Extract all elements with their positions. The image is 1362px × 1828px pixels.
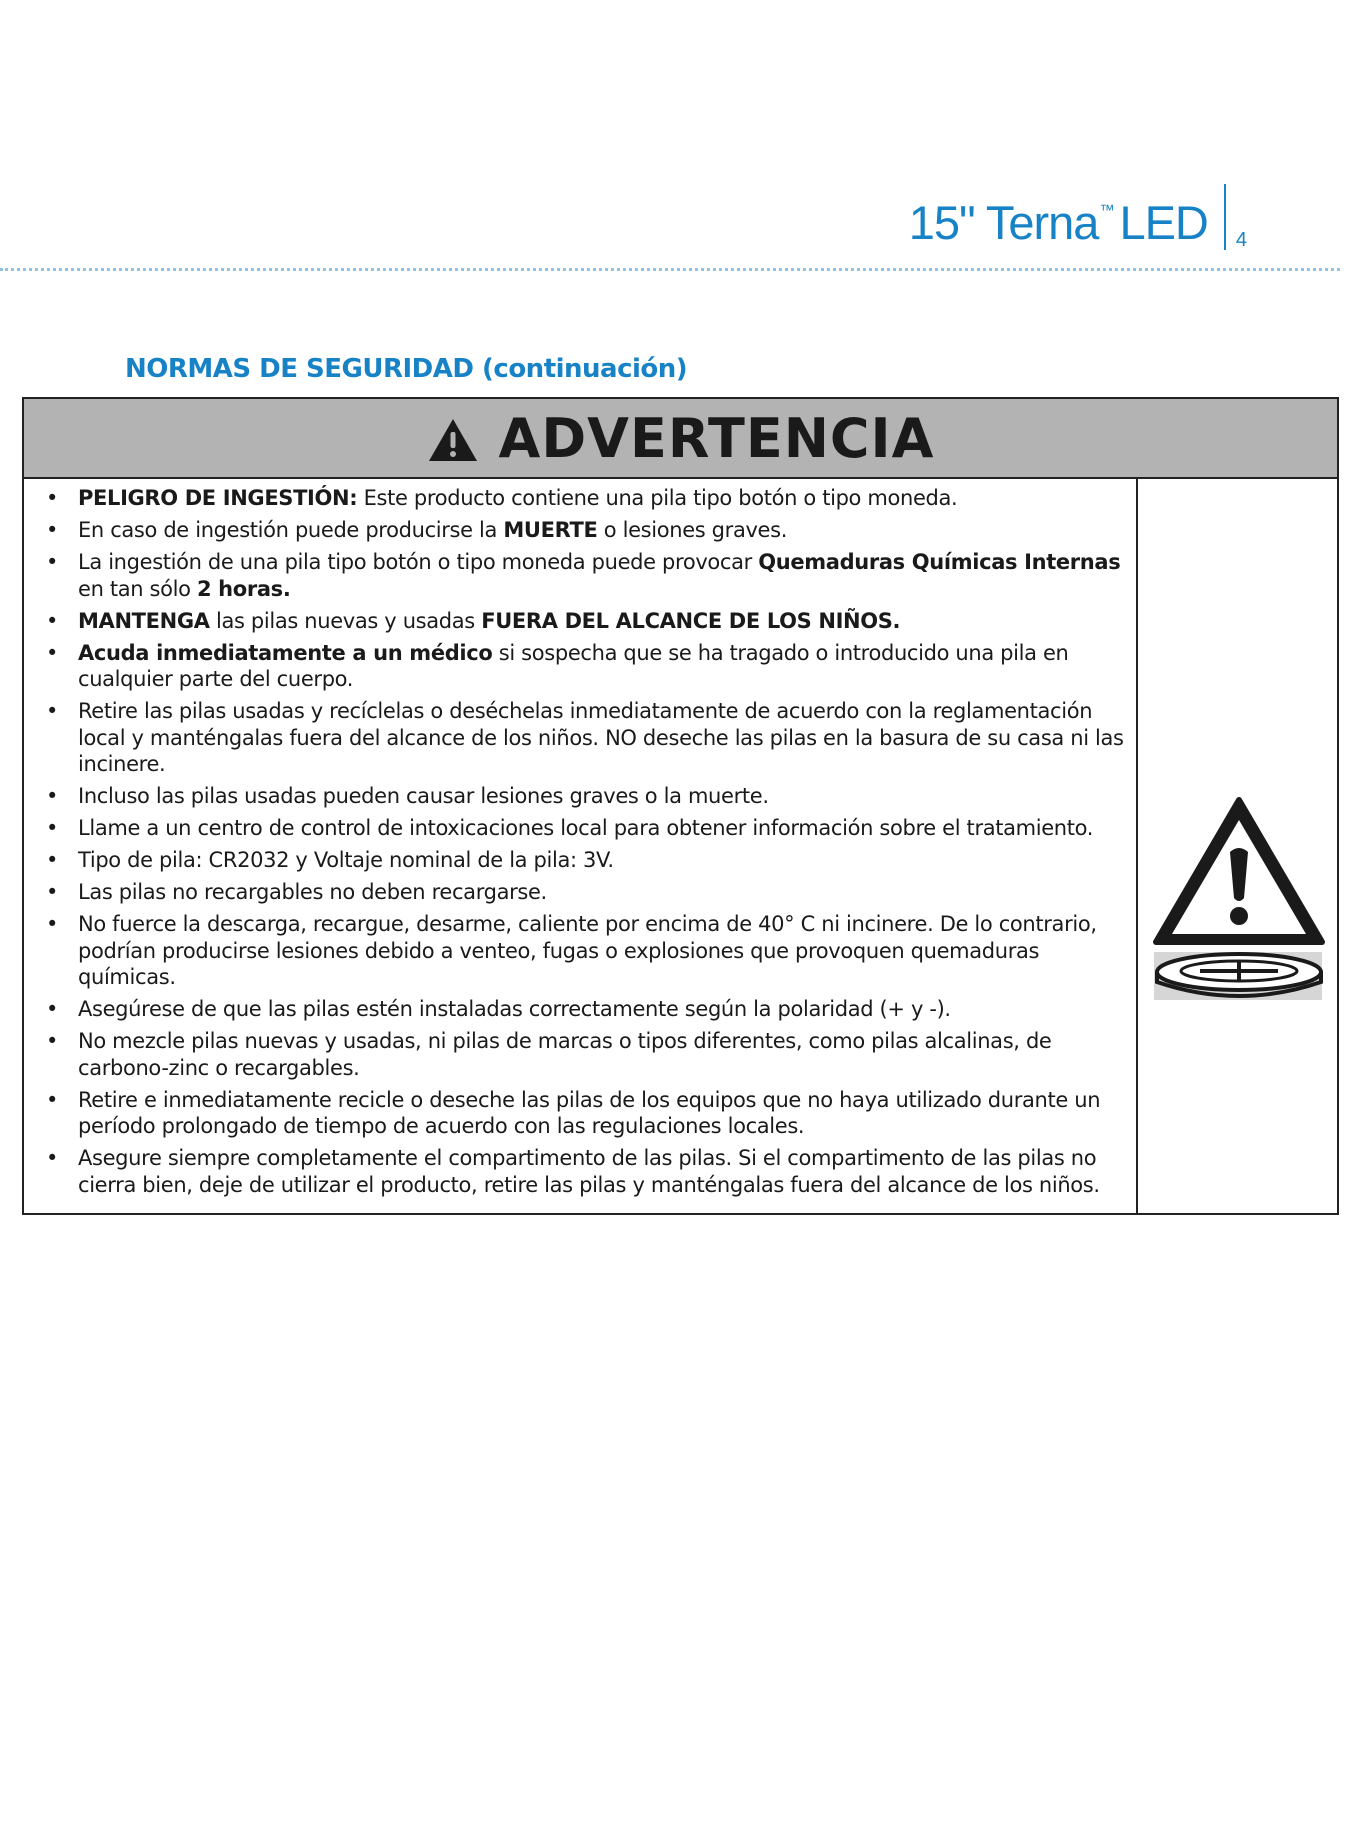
warning-item: [42, 815, 1128, 842]
warning-item: [42, 485, 1128, 512]
bullet-marker: •: [45, 699, 59, 723]
warning-item: [42, 783, 1128, 810]
bullet-marker: •: [45, 848, 59, 872]
warning-item-bold-lead: PELIGRO DE INGESTIÓN:: [78, 486, 358, 510]
warning-item: [42, 640, 1128, 693]
warning-item-tail-bold: 2 horas.: [196, 576, 291, 601]
trademark-symbol: ™: [1099, 202, 1114, 219]
warning-item: [42, 1028, 1128, 1081]
warning-item-bold-lead: MANTENGA: [78, 608, 210, 633]
warning-item-text: No mezcle pilas nuevas y usadas, ni pilas de marcas o tipos diferentes, como pilas alcalinas, de carbono-zinc o recargables.: [78, 1029, 1052, 1080]
warning-image-column: [1138, 479, 1337, 1213]
warning-item-text: Tipo de pila: CR2032 y Voltaje nominal de la pila: 3V.: [78, 848, 614, 872]
warning-item: [42, 549, 1128, 602]
bullet-marker: •: [45, 486, 59, 510]
warning-item-text: Retire e inmediatamente recicle o deseche las pilas de los equipos que no haya utilizado durante un período prolongado de tiempo de acuerdo con las regulaciones locales.: [78, 1087, 1101, 1138]
warning-item-bold-lead: Acuda inmediatamente a un médico: [78, 640, 493, 665]
warning-item-text: Retire las pilas usadas y recíclelas o deséchelas inmediatamente de acuerdo con la reglamentación local y manténgalas fuera del alcance de los niños. NO deseche las pilas en la basura de su casa ni las incinere.: [78, 699, 1124, 776]
warning-item: [42, 911, 1128, 991]
warning-item-text: si sospecha que se ha tragado o introducido una pila en cualquier parte del cuerpo.: [78, 640, 1069, 691]
warning-item: [42, 996, 1128, 1023]
warning-item: [42, 517, 1128, 544]
bullet-marker: •: [45, 608, 59, 633]
warning-list: [42, 485, 1128, 1198]
warning-item-text: Este producto contiene una pila tipo botón o tipo moneda.: [357, 486, 958, 510]
bullet-marker: •: [45, 912, 59, 936]
warning-item-text: Incluso las pilas usadas pueden causar lesiones graves o la muerte.: [78, 784, 769, 808]
warning-item-text: La ingestión de una pila tipo botón o tipo moneda puede provocar: [78, 550, 759, 574]
warning-item-text: las pilas nuevas y usadas: [209, 608, 482, 633]
warning-banner: [24, 399, 1337, 479]
bullet-marker: •: [45, 640, 59, 665]
warning-item-mid-bold: MUERTE: [503, 518, 598, 542]
bullet-marker: •: [45, 1146, 59, 1170]
warning-item: [42, 698, 1128, 778]
warning-item: [42, 879, 1128, 906]
section-heading: NORMAS DE SEGURIDAD (continuación): [125, 354, 688, 384]
bullet-marker: •: [45, 518, 59, 542]
warning-banner-title: ADVERTENCIA: [498, 406, 935, 470]
page-number: 4: [1235, 229, 1247, 251]
bullet-marker: •: [45, 784, 59, 808]
page-header: [909, 184, 1247, 250]
battery-ingestion-hazard-icon: [1150, 794, 1328, 1004]
bullet-marker: •: [45, 1087, 59, 1112]
warning-body: [24, 479, 1337, 1213]
warning-item: [42, 847, 1128, 874]
warning-item-text: Asegure siempre completamente el compartimento de las pilas. Si el compartimento de las pilas no cierra bien, deje de utilizar el producto, retire las pilas y manténgalas fuera del alcance de los niños.: [78, 1146, 1100, 1197]
warning-item: [42, 1087, 1128, 1140]
warning-item-tail: o lesiones graves.: [597, 518, 788, 542]
warning-item-mid-bold: FUERA DEL ALCANCE DE LOS NIÑOS.: [481, 608, 901, 633]
bullet-marker: •: [45, 816, 59, 840]
warning-list-column: [24, 479, 1138, 1213]
header-divider: [1224, 184, 1226, 250]
warning-item-text: Las pilas no recargables no deben recargarse.: [78, 880, 547, 904]
bullet-marker: •: [45, 550, 59, 574]
bullet-marker: •: [45, 1029, 59, 1053]
warning-item: [42, 1145, 1128, 1198]
warning-triangle-icon: [427, 417, 479, 463]
bullet-marker: •: [45, 880, 59, 904]
warning-item-text: Asegúrese de que las pilas estén instaladas correctamente según la polaridad (+ y -).: [78, 997, 951, 1021]
warning-item-text: Llame a un centro de control de intoxicaciones local para obtener información sobre el tratamiento.: [78, 816, 1094, 840]
bullet-marker: •: [45, 997, 59, 1021]
product-title: [908, 196, 1208, 250]
warning-item-mid-bold: Quemaduras Químicas Internas: [758, 550, 1121, 574]
warning-box: [22, 397, 1339, 1215]
warning-item-tail: en tan sólo: [78, 576, 197, 601]
warning-item-text: No fuerce la descarga, recargue, desarme, caliente por encima de 40° C ni incinere. De lo contrario, podrían producirse lesiones debido a venteo, fugas o explosiones que provoquen quemaduras químicas.: [78, 912, 1097, 989]
warning-item: [42, 608, 1128, 635]
warning-item-text: En caso de ingestión puede producirse la: [78, 518, 504, 542]
product-suffix: LED: [1119, 196, 1208, 249]
header-dotted-rule: [0, 268, 1340, 271]
product-name: 15" Terna: [908, 196, 1099, 249]
